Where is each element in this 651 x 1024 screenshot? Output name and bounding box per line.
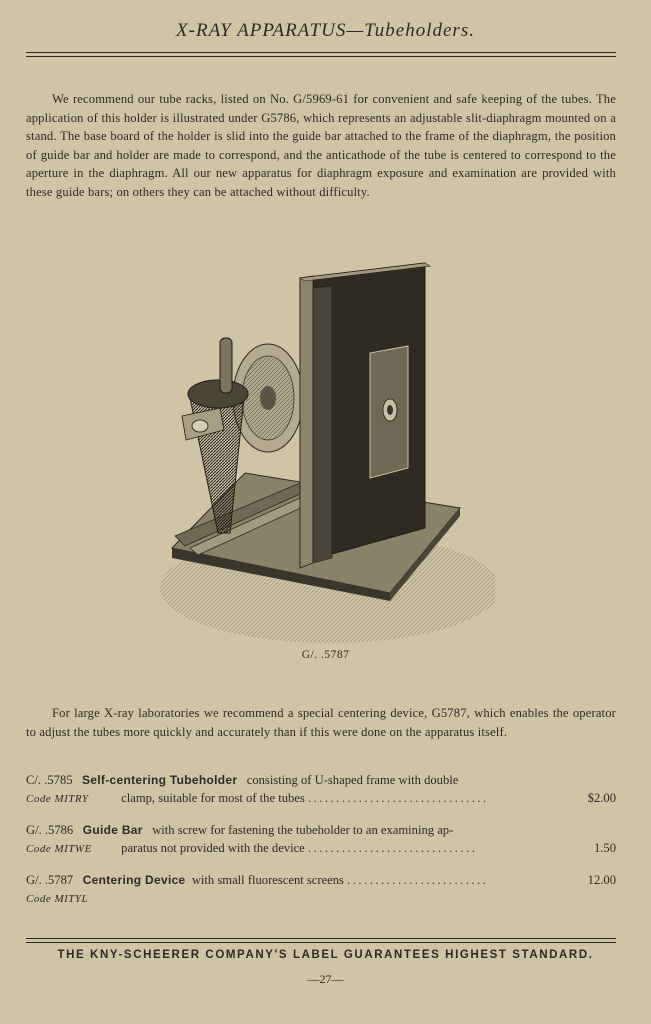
item-name: Guide Bar [82, 823, 143, 837]
footer-slogan: THE KNY-SCHEERER COMPANY'S LABEL GUARANTEES HIGHEST STANDARD. [57, 949, 594, 961]
leader-dots: .............................. [307, 841, 478, 855]
item-description: consisting of U-shaped frame with double [246, 773, 459, 787]
list-item [26, 771, 616, 807]
leader-dots: ................................ [307, 791, 489, 805]
figure-caption: G/. .5787 [301, 649, 350, 661]
item-number: C/. .5785 [26, 773, 73, 787]
item-name: Centering Device [82, 873, 186, 887]
page-title: X-RAY APPARATUS—Tubeholders. [176, 20, 475, 41]
engraving-image [150, 258, 495, 650]
item-code: Code MITRY [26, 793, 89, 805]
centering-paragraph [26, 704, 616, 741]
item-code: Code MITYL [26, 893, 89, 905]
centering-device-illustration [150, 258, 495, 650]
item-number: G/. .5786 [26, 823, 74, 837]
item-number: G/. .5787 [26, 873, 74, 887]
list-item [26, 821, 616, 857]
item-price: $2.00 [587, 791, 616, 805]
item-price: 12.00 [587, 873, 616, 887]
item-description-cont: paratus not provided with the device [121, 841, 305, 855]
header-rule-bottom [26, 56, 616, 57]
item-description: with screw for fastening the tubeholder to an examining ap- [152, 823, 454, 837]
centering-text: For large X-ray laboratories we recommend a special centering device, G5787, which enables the operator to adjust the tubes more quickly and accurately than if this were done on the apparatus itself. [26, 706, 616, 739]
item-price: 1.50 [593, 841, 616, 855]
item-name: Self-centering Tubeholder [82, 773, 238, 787]
list-item [26, 871, 616, 907]
intro-text: We recommend our tube racks, listed on No. G/5969-61 for convenient and safe keeping of the tubes. The application of this holder is illustrated under G5786, which represents an adjustable slit-diaphragm mounted on a stand. The base board of the holder is slid into the guide bar attached to the frame of the diaphragm, the position of guide bar and holder are made to correspond, and the anticathode of the tube is centered to correspond to the aperture in the diaphragm. All our new apparatus for diaphragm exposure and examination are provided with these guide bars; on others they can be attached without difficulty. [26, 92, 616, 199]
footer-rule-top [26, 938, 616, 939]
item-description-cont: clamp, suitable for most of the tubes [121, 791, 305, 805]
page-number: —27— [307, 972, 344, 986]
leader-dots: ......................... [347, 873, 489, 887]
header-rule-top [26, 52, 616, 53]
footer-rule-bottom [26, 942, 616, 943]
item-code: Code MITWE [26, 843, 92, 855]
intro-paragraph [26, 90, 616, 202]
item-description: with small fluorescent screens [191, 873, 344, 887]
